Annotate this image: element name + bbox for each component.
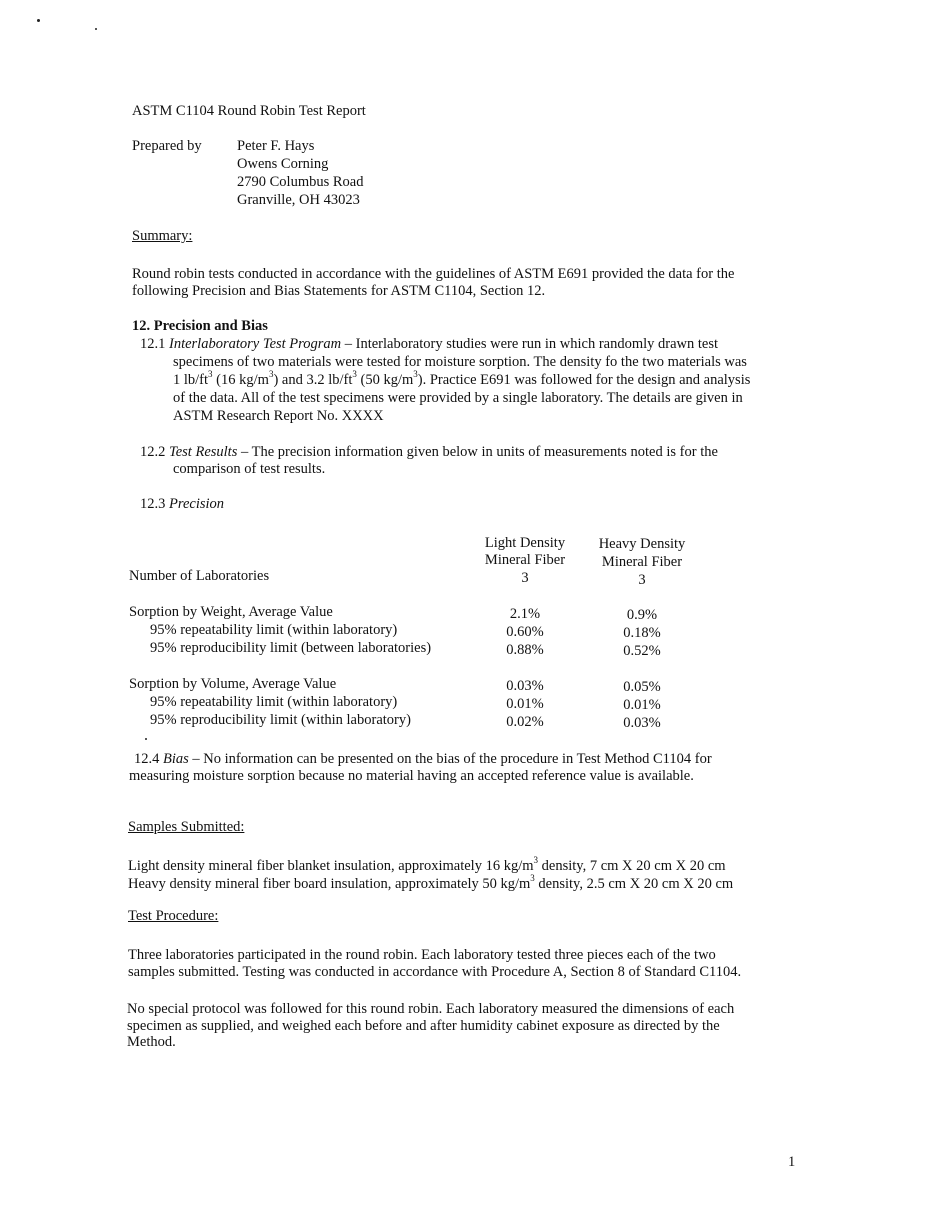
- table-cell-heavy: 0.01%: [623, 697, 661, 713]
- table-row-label: 95% repeatability limit (within laboratory): [150, 622, 398, 638]
- section-12-4-line-1: – No information can be presented on the bias of the procedure in Test Method C1104 for: [192, 751, 712, 767]
- sample-light-density: Light density mineral fiber blanket insulation, approximately 16 $kg/m^3$ density, 7 cm X 20 cm X 20 cm: [128, 855, 726, 874]
- col-light-header-2: Mineral Fiber: [484, 552, 566, 568]
- procedure-p2-line-1: No special protocol was followed for this round robin. Each laboratory measured the dimensions of each: [127, 1001, 735, 1017]
- table-cell-light: 3: [521, 570, 529, 586]
- page-number: 1: [788, 1154, 796, 1170]
- section-12-3: [140, 496, 224, 513]
- summary-line-1: Round robin tests conducted in accordance with the guidelines of ASTM E691 provided the data for the: [132, 266, 735, 282]
- section-12-3-title: Precision: [169, 496, 225, 512]
- section-12-3-number: 12.3: [140, 496, 166, 512]
- table-row-label: 95% repeatability limit (within laboratory): [150, 694, 398, 710]
- prepared-by-label: Prepared by: [132, 138, 202, 154]
- section-12-1: [140, 336, 718, 353]
- table-row-label: Number of Laboratories: [129, 568, 270, 584]
- table-cell-light: 0.03%: [506, 678, 544, 694]
- scan-speck: [145, 738, 147, 740]
- procedure-p2-line-2: specimen as supplied, and weighed each before and after humidity cabinet exposure as directed by the: [127, 1018, 720, 1034]
- table-cell-heavy: 0.18%: [623, 625, 661, 641]
- section-12-1-line-3: 1 $lb/ft^3$ (16 $kg/m^3$) and 3.2 $lb/ft^3$ (50 $kg/m^3$). Practice E691 was followed for the design and analysis: [173, 369, 751, 388]
- section-12-4-line-2: measuring moisture sorption because no material having an accepted reference value is available.: [129, 768, 694, 784]
- table-cell-light: 0.60%: [506, 624, 544, 640]
- col-heavy-header-1: Heavy Density: [598, 536, 686, 552]
- col-light-header-1: Light Density: [484, 535, 566, 551]
- section-12-4: [134, 751, 712, 768]
- table-cell-heavy: 3: [638, 572, 646, 588]
- sample-heavy-density: Heavy density mineral fiber board insulation, approximately 50 $kg/m^3$ density, 2.5 cm X 20 cm X 20 cm: [128, 873, 734, 892]
- procedure-p2-line-3: Method.: [127, 1034, 176, 1050]
- procedure-p1-line-2: samples submitted. Testing was conducted in accordance with Procedure A, Section 8 of Standard C1104.: [128, 964, 742, 980]
- table-cell-light: 0.01%: [506, 696, 544, 712]
- scan-speck: [37, 19, 40, 22]
- section-12-1-line-4: of the data. All of the test specimens were provided by a single laboratory. The details are given in: [173, 390, 743, 406]
- table-row-label: 95% reproducibility limit (between laboratories): [150, 640, 432, 656]
- section-12-2: [140, 444, 718, 461]
- section-12-2-line-2: comparison of test results.: [173, 461, 326, 477]
- section-12-2-title: Test Results: [169, 444, 238, 460]
- preparer-company: Owens Corning: [237, 156, 329, 172]
- section-12-4-title: Bias: [163, 751, 189, 767]
- table-cell-heavy: 0.03%: [623, 715, 661, 731]
- summary-heading: Summary:: [132, 228, 193, 244]
- table-cell-heavy: 0.9%: [626, 607, 658, 623]
- section-12-heading: 12. Precision and Bias: [132, 318, 268, 334]
- preparer-city: Granville, OH 43023: [237, 192, 360, 208]
- section-12-1-line-1: – Interlaboratory studies were run in which randomly drawn test: [344, 336, 719, 352]
- table-row-label: 95% reproducibility limit (within laboratory): [150, 712, 411, 728]
- table-row-label: Sorption by Volume, Average Value: [129, 676, 337, 692]
- section-12-1-line-5: ASTM Research Report No. XXXX: [173, 408, 384, 424]
- preparer-name: Peter F. Hays: [237, 138, 315, 154]
- summary-line-2: following Precision and Bias Statements for ASTM C1104, Section 12.: [132, 283, 546, 299]
- col-heavy-header-2: Mineral Fiber: [601, 554, 683, 570]
- samples-heading: Samples Submitted:: [128, 819, 245, 835]
- procedure-heading: Test Procedure:: [128, 908, 219, 924]
- table-cell-light: 0.88%: [506, 642, 544, 658]
- table-cell-light: 0.02%: [506, 714, 544, 730]
- table-cell-heavy: 0.52%: [623, 643, 661, 659]
- procedure-p1-line-1: Three laboratories participated in the round robin. Each laboratory tested three pieces each of the two: [128, 947, 716, 963]
- section-12-1-line-2: specimens of two materials were tested for moisture sorption. The density fo the two materials was: [173, 354, 747, 370]
- section-12-1-number: 12.1: [140, 336, 166, 352]
- table-cell-heavy: 0.05%: [623, 679, 661, 695]
- preparer-street: 2790 Columbus Road: [237, 174, 364, 190]
- scan-speck: [95, 28, 97, 30]
- section-12-2-number: 12.2: [140, 444, 166, 460]
- section-12-1-title: Interlaboratory Test Program: [169, 336, 342, 352]
- table-cell-light: 2.1%: [509, 606, 541, 622]
- section-12-4-number: 12.4: [134, 751, 160, 767]
- report-title: ASTM C1104 Round Robin Test Report: [132, 103, 366, 119]
- section-12-2-line-1: – The precision information given below in units of measurements noted is for the: [240, 444, 718, 460]
- table-row-label: Sorption by Weight, Average Value: [129, 604, 333, 620]
